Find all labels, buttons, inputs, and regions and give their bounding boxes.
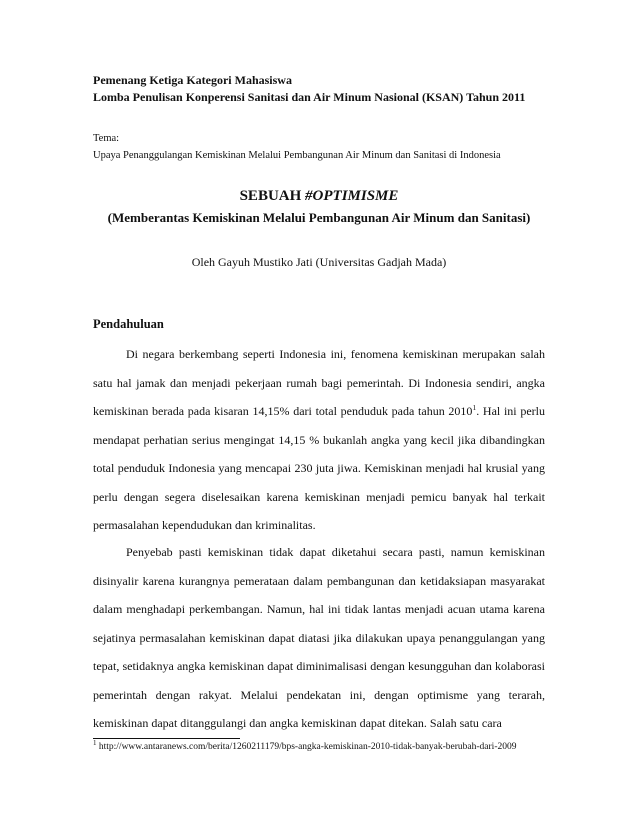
paragraph-1-text-a: Di negara berkembang seperti Indonesia ini, fenomena kemiskinan merupakan salah satu hal jamak dan menjadi pekerjaan rumah bagi pemerintah. Di Indonesia sendiri, angka kemiskinan berada pada kisaran 14,15% dari total penduduk pada tahun 2010 bbox=[93, 347, 545, 418]
theme-label: Tema: bbox=[93, 133, 120, 144]
paragraph-1-text-b: . Hal ini perlu mendapat perhatian serius mengingat 14,15 % bukanlah angka yang kecil jika dibandingkan total penduduk Indonesia yang mencapai 230 juta jiwa. Kemiskinan menjadi hal krusial yang perlu dengan segera diselesaikan karena kemiskinan menjadi pemicu banyak hal terkait permasalahan kependudukan dan kriminalitas. bbox=[93, 404, 545, 532]
theme-block bbox=[93, 130, 553, 164]
author-line: Oleh Gayuh Mustiko Jati (Universitas Gadjah Mada) bbox=[191, 255, 447, 269]
section-heading: Pendahuluan bbox=[93, 317, 164, 331]
document-subtitle: (Memberantas Kemiskinan Melalui Pembangunan Air Minum dan Sanitasi) bbox=[107, 210, 531, 225]
footnote bbox=[93, 738, 553, 754]
title-main: SEBUAH bbox=[239, 188, 306, 204]
footnote-url[interactable]: http://www.antaranews.com/berita/1260211179/bps-angka-kemiskinan-2010-tidak-banyak-berubah-dari-2009 bbox=[96, 742, 517, 752]
award-line: Pemenang Ketiga Kategori Mahasiswa bbox=[93, 73, 292, 87]
footnote-number: 1 bbox=[93, 738, 97, 747]
paragraph-1 bbox=[93, 340, 545, 540]
theme-text: Upaya Penanggulangan Kemiskinan Melalui Pembangunan Air Minum dan Sanitasi di Indonesia bbox=[93, 150, 501, 161]
competition-line: Lomba Penulisan Konperensi Sanitasi dan Air Minum Nasional (KSAN) Tahun 2011 bbox=[93, 90, 526, 104]
footnote-reference[interactable]: 1 bbox=[472, 403, 477, 412]
footnote-divider bbox=[93, 738, 240, 739]
title-emphasis: #OPTIMISME bbox=[305, 188, 399, 204]
paragraph-2: Penyebab pasti kemiskinan tidak dapat diketahui secara pasti, namun kemiskinan disinyalir karena kurangnya pemerataan dalam pembangunan dan ketidaksiapan masyarakat dalam menghadapi perkembangan. Namun, hal ini tidak lantas menjadi acuan utama karena sejatinya permasalahan kemiskinan dapat diatasi jika dilakukan upaya penanggulangan yang tepat, setidaknya angka kemiskinan dapat diminimalisasi dengan kesungguhan dan kolaborasi pemerintah dengan rakyat. Melalui pendekatan ini, dengan optimisme yang terarah, kemiskinan dapat ditanggulangi dan angka kemiskinan dapat ditekan. Salah satu cara bbox=[93, 545, 545, 730]
document-title bbox=[93, 186, 545, 206]
document-header bbox=[93, 72, 553, 106]
